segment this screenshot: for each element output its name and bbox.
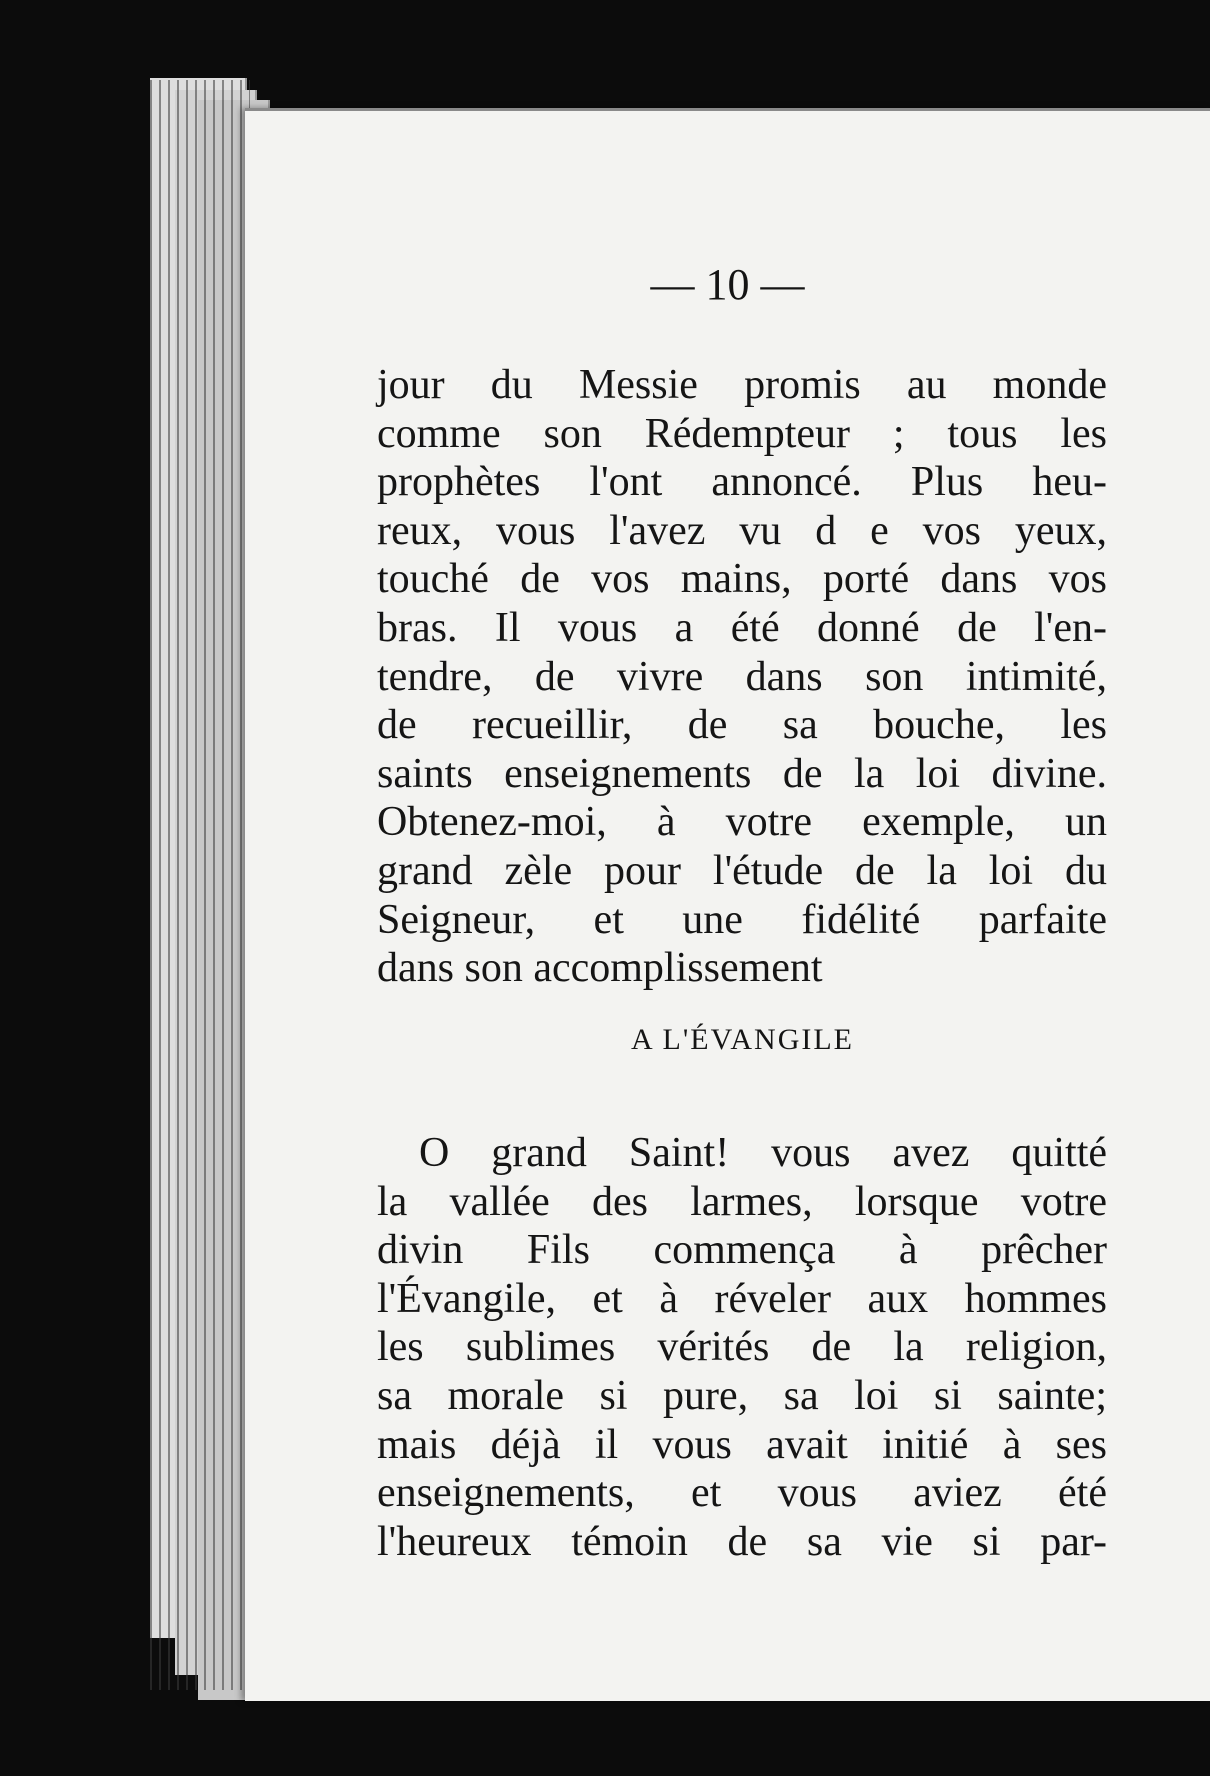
paragraph-1 [377, 361, 1107, 993]
text-line: reux, vous l'avez vu d e vos yeux, [377, 507, 1107, 554]
text-line: Obtenez-moi, à votre exemple, un [377, 799, 1107, 846]
text-line: prophètes l'ont annoncé. Plus heu- [377, 459, 1107, 506]
text-line: touché de vos mains, porté dans vos [377, 556, 1107, 603]
text-line: de recueillir, de sa bouche, les [377, 702, 1107, 749]
text-line: bras. Il vous a été donné de l'en- [377, 604, 1107, 651]
text-line: enseignements, et vous aviez été [377, 1470, 1107, 1517]
page-edge-lines [150, 80, 250, 1690]
text-line: la vallée des larmes, lorsque votre [377, 1178, 1107, 1225]
text-line: l'heureux témoin de sa vie si par- [377, 1518, 1107, 1565]
text-line: dans son accomplissement [377, 945, 823, 992]
page-number-text: — 10 — [650, 260, 805, 309]
book-page [245, 108, 1210, 1701]
text-line: Seigneur, et une fidélité parfaite [377, 896, 1107, 943]
text-line: comme son Rédempteur ; tous les [377, 410, 1107, 457]
text-line: mais déjà il vous avait initié à ses [377, 1421, 1107, 1468]
paragraph-2 [377, 1129, 1107, 1566]
text-line: saints enseignements de la loi divine. [377, 750, 1107, 797]
text-line: tendre, de vivre dans son intimité, [377, 653, 1107, 700]
text-line: l'Évangile, et à réveler aux hommes [377, 1275, 1107, 1322]
section-heading: A L'ÉVANGILE [631, 1023, 854, 1056]
text-line: O grand Saint! vous avez quitté [419, 1130, 1107, 1176]
text-line: les sublimes vérités de la religion, [377, 1324, 1107, 1371]
text-line: jour du Messie promis au monde [377, 362, 1107, 408]
page-number [245, 259, 1210, 310]
text-line: divin Fils commença à prêcher [377, 1227, 1107, 1274]
text-line: sa morale si pure, sa loi si sainte; [377, 1372, 1107, 1419]
text-line: grand zèle pour l'étude de la loi du [377, 847, 1107, 894]
